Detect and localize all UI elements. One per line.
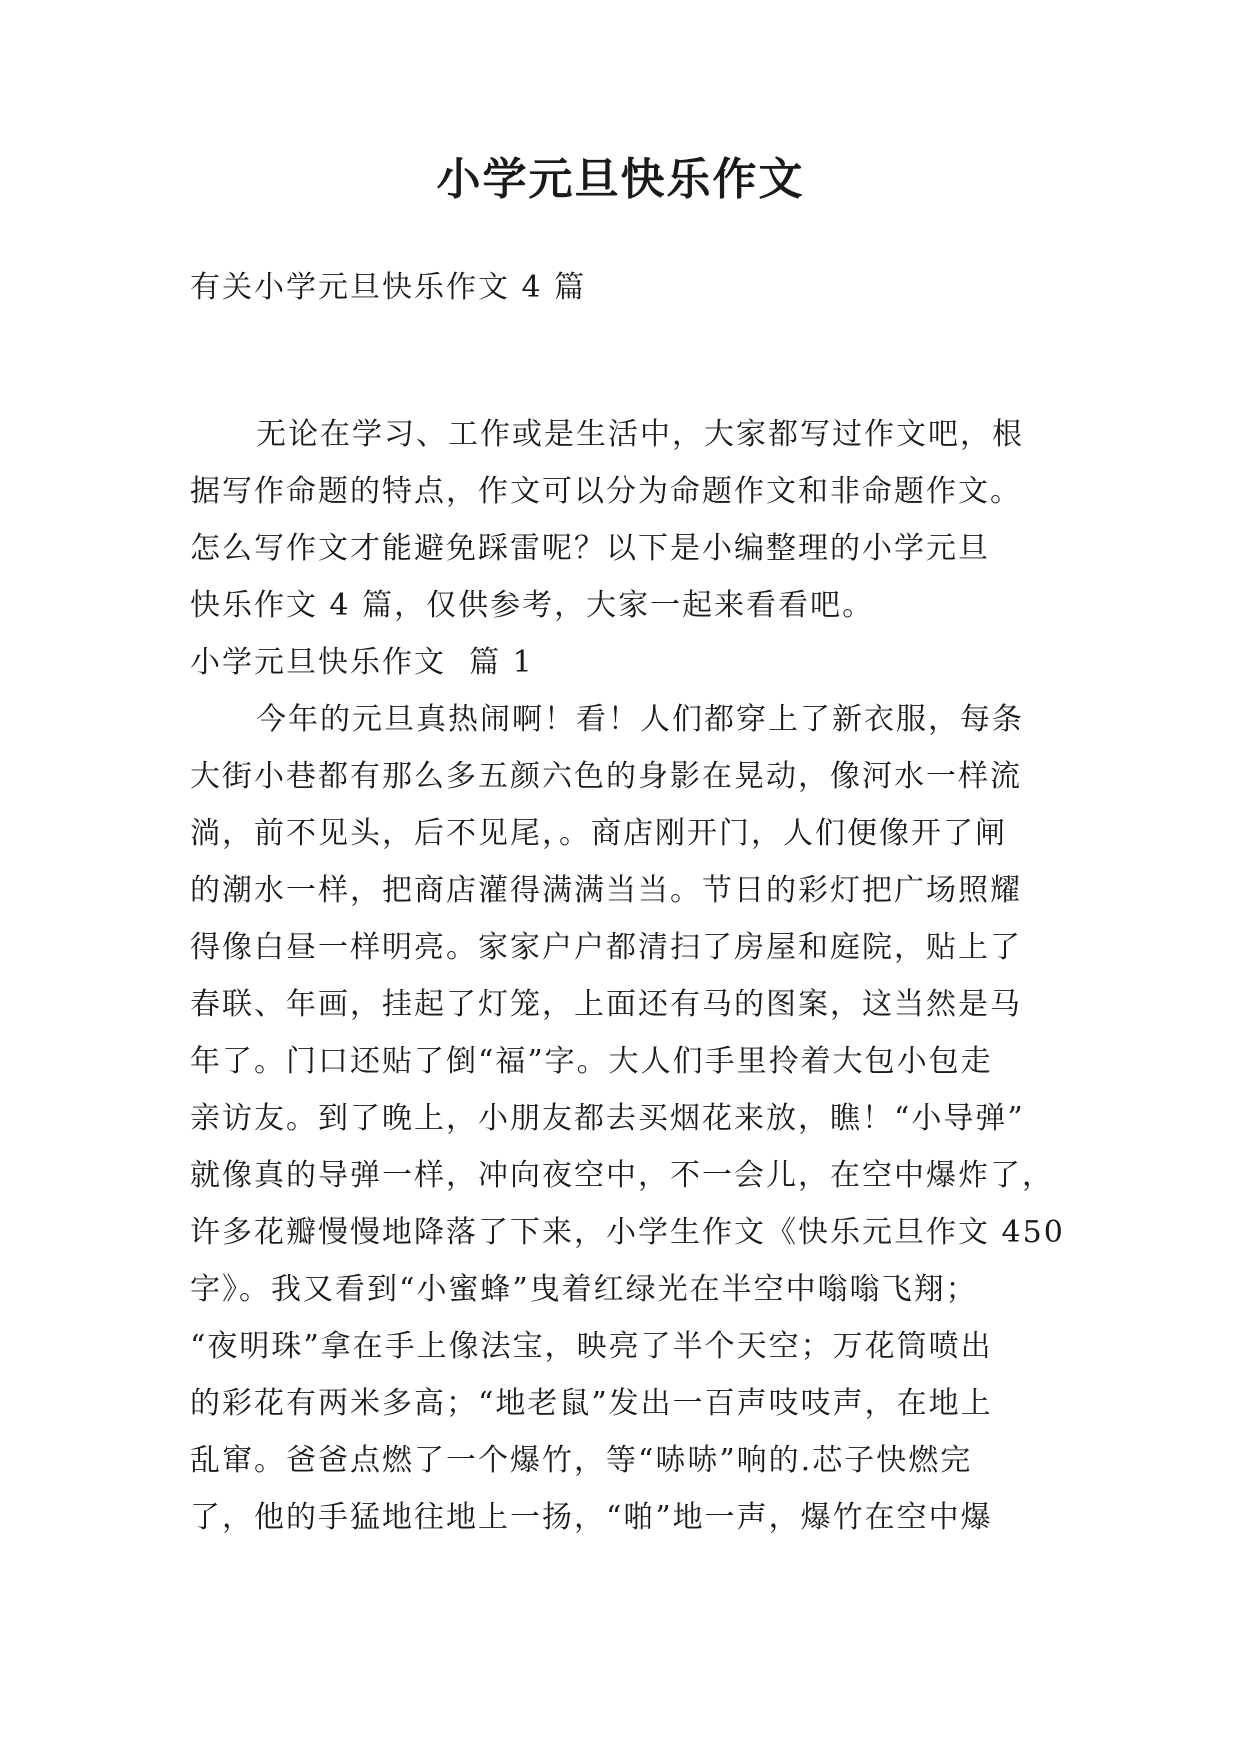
- document-title: 小学元旦快乐作文: [436, 154, 805, 205]
- essay-line: 今年的元旦真热闹啊！看！人们都穿上了新衣服，每条: [256, 702, 1024, 737]
- essay-line: 大街小巷都有那么多五颜六色的身影在晃动，像河水一样流: [190, 759, 1022, 794]
- essay-line: 就像真的导弹一样，冲向夜空中，不一会儿，在空中爆炸了，: [190, 1158, 1054, 1193]
- intro-line: 据写作命题的特点，作文可以分为命题作文和非命题作文。: [190, 474, 1022, 509]
- document-body: [190, 406, 1090, 1546]
- intro-line: 无论在学习、工作或是生活中，大家都写过作文吧，根: [256, 417, 1024, 452]
- essay-line: 了，他的手猛地往地上一扬，“啪”地一声，爆竹在空中爆: [190, 1500, 993, 1535]
- essay-line: 春联、年画，挂起了灯笼，上面还有马的图案，这当然是马: [190, 987, 1022, 1022]
- intro-line: 快乐作文 4 篇，仅供参考，大家一起来看看吧。: [190, 588, 875, 623]
- intro-line: 怎么写作文才能避免踩雷呢？以下是小编整理的小学元旦: [190, 531, 990, 566]
- essay-line: 得像白昼一样明亮。家家户户都清扫了房屋和庭院，贴上了: [190, 930, 1022, 965]
- essay-line: 年了。门口还贴了倒“福”字。大人们手里拎着大包小包走: [190, 1044, 993, 1079]
- essay-line: 的彩花有两米多高；“地老鼠”发出一百声吱吱声，在地上: [190, 1386, 993, 1421]
- essay-line: 字》。我又看到“小蜜蜂”曳着红绿光在半空中嗡嗡飞翔；: [190, 1272, 978, 1307]
- essay-line: 的潮水一样，把商店灌得满满当当。节日的彩灯把广场照耀: [190, 873, 1022, 908]
- essay-line: 许多花瓣慢慢地降落了下来，小学生作文《快乐元旦作文 450: [190, 1215, 1065, 1250]
- section-heading: 小学元旦快乐作文 篇 1: [190, 645, 534, 680]
- document-subtitle: 有关小学元旦快乐作文 4 篇: [190, 270, 587, 305]
- essay-line: 淌，前不见头，后不见尾，。商店刚开门，人们便像开了闸: [190, 816, 1007, 851]
- essay-line: 乱窜。爸爸点燃了一个爆竹，等“哧哧”响的.芯子快燃完: [190, 1443, 973, 1478]
- essay-line: “夜明珠”拿在手上像法宝，映亮了半个天空；万花筒喷出: [190, 1329, 993, 1364]
- essay-line: 亲访友。到了晚上，小朋友都去买烟花来放，瞧！“小导弹”: [190, 1101, 1025, 1136]
